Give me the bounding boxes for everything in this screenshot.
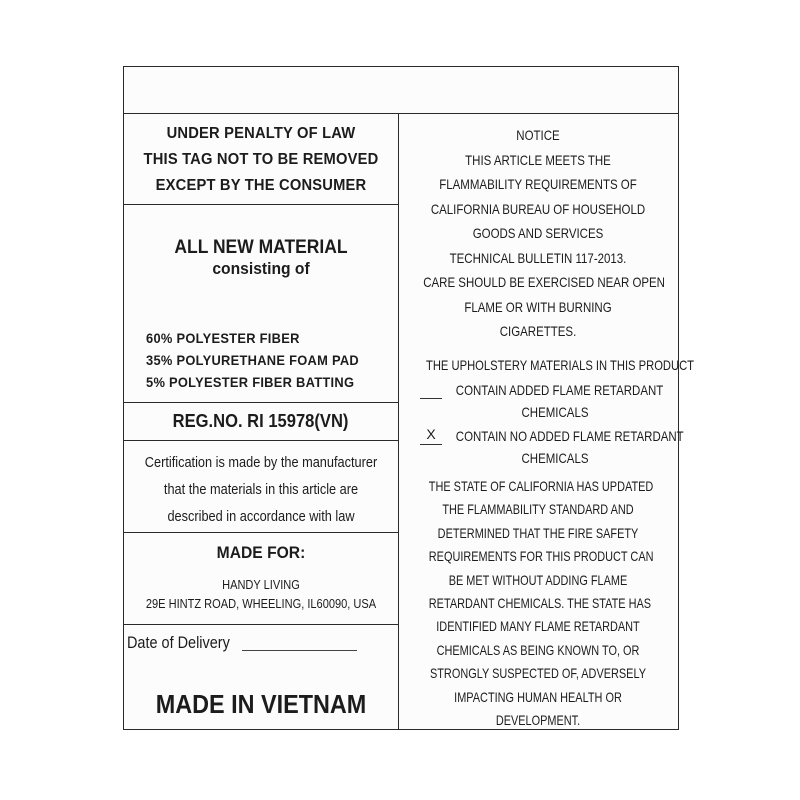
state-line: THE FLAMMABILITY STANDARD AND <box>442 501 634 518</box>
notice-line: FLAME OR WITH BURNING <box>464 298 612 315</box>
state-line: IDENTIFIED MANY FLAME RETARDANT <box>436 618 640 635</box>
option-text: CHEMICALS <box>521 450 589 466</box>
state-line: THE STATE OF CALIFORNIA HAS UPDATED <box>428 478 654 494</box>
delivery-date-label: Date of Delivery <box>127 633 230 652</box>
notice-line: TECHNICAL BULLETIN 117-2013. <box>449 249 627 266</box>
state-line: REQUIREMENTS FOR THIS PRODUCT CAN <box>428 548 654 565</box>
delivery-date-field <box>242 650 357 651</box>
penalty-line: THIS TAG NOT TO BE REMOVED <box>143 151 379 168</box>
option-text: CONTAIN ADDED FLAME RETARDANT <box>455 382 664 398</box>
notice-line: CIGARETTES. <box>499 323 577 339</box>
certification-line: Certification is made by the manufacturer <box>144 454 378 471</box>
left-column <box>124 113 399 729</box>
composition-item: 35% POLYURETHANE FOAM PAD <box>146 352 360 368</box>
notice-line: GOODS AND SERVICES <box>472 225 604 241</box>
delivery-section <box>124 625 398 731</box>
material-section <box>124 205 398 403</box>
right-column <box>398 113 695 729</box>
state-line: DETERMINED THAT THE FIRE SAFETY <box>437 524 639 541</box>
state-line: BE MET WITHOUT ADDING FLAME <box>448 571 628 588</box>
notice-line: CALIFORNIA BUREAU OF HOUSEHOLD <box>430 200 646 217</box>
made-for-title: MADE FOR: <box>216 543 306 562</box>
made-for-address: 29E HINTZ ROAD, WHEELING, IL60090, USA <box>145 596 377 611</box>
option-no-retardant <box>398 423 684 469</box>
upholstery-declaration <box>398 353 695 469</box>
penalty-line: EXCEPT BY THE CONSUMER <box>155 177 367 194</box>
state-line: DEVELOPMENT. <box>495 712 581 729</box>
option-contains-retardant <box>398 377 678 423</box>
upholstery-heading: THE UPHOLSTERY MATERIALS IN THIS PRODUCT <box>426 357 695 373</box>
material-subheading: consisting of <box>212 259 310 278</box>
made-for-name: HANDY LIVING <box>222 577 300 592</box>
composition-item: 5% POLYESTER FIBER BATTING <box>146 374 355 390</box>
registration-number <box>124 403 398 441</box>
composition-list <box>146 327 378 393</box>
option-mark-blank <box>420 379 442 399</box>
notice-line: CARE SHOULD BE EXERCISED NEAR OPEN <box>423 274 665 290</box>
option-text: CHEMICALS <box>521 404 589 420</box>
penalty-notice <box>124 113 398 205</box>
certification-statement <box>124 441 398 533</box>
law-tag <box>123 66 695 730</box>
state-line: IMPACTING HUMAN HEALTH OR <box>454 688 622 705</box>
made-for-section <box>124 533 398 625</box>
state-line: STRONGLY SUSPECTED OF, ADVERSELY <box>429 665 647 682</box>
country-of-origin: MADE IN VIETNAM <box>155 689 367 719</box>
option-mark-checked: X <box>420 425 442 445</box>
composition-item: 60% POLYESTER FIBER <box>146 330 300 346</box>
option-text: CONTAIN NO ADDED FLAME RETARDANT <box>455 428 684 444</box>
certification-line: that the materials in this article are <box>163 481 359 498</box>
state-line: RETARDANT CHEMICALS. THE STATE HAS <box>428 595 652 612</box>
notice-line: FLAMMABILITY REQUIREMENTS OF <box>439 176 637 192</box>
state-line: CHEMICALS AS BEING KNOWN TO, OR <box>436 641 640 658</box>
delivery-row <box>127 633 248 653</box>
notice-line: THIS ARTICLE MEETS THE <box>465 151 611 168</box>
state-update-notice <box>398 475 678 732</box>
registration-text: REG.NO. RI 15978(VN) <box>173 411 349 431</box>
tag-header-band <box>124 67 678 114</box>
notice-line: NOTICE <box>516 127 560 143</box>
flammability-notice <box>398 123 678 344</box>
material-heading: ALL NEW MATERIAL <box>174 237 348 258</box>
certification-line: described in accordance with law <box>167 508 355 525</box>
penalty-line: UNDER PENALTY OF LAW <box>166 125 356 142</box>
